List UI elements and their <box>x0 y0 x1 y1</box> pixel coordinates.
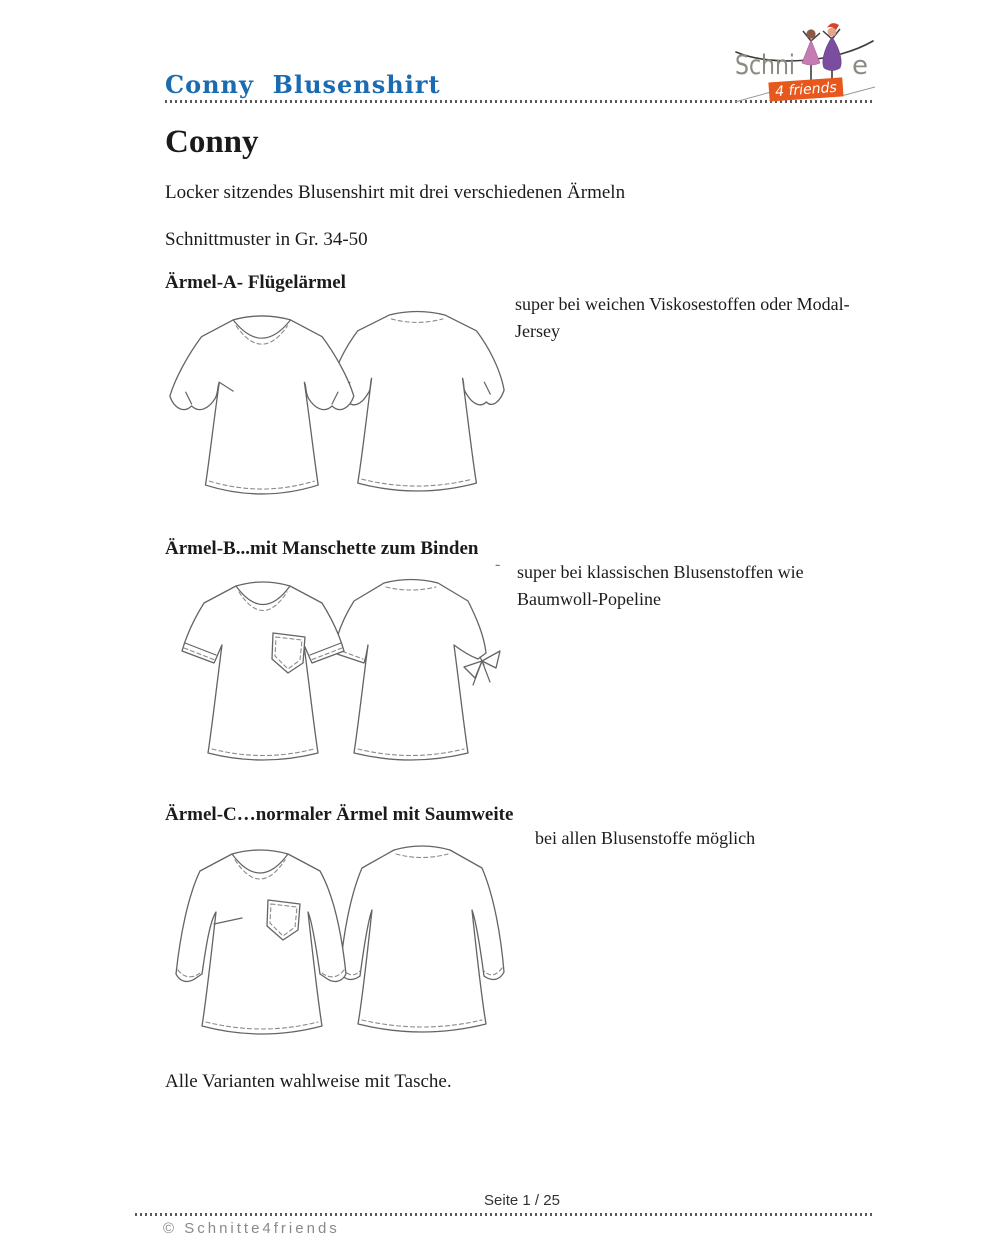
section-a-note <box>515 291 895 345</box>
section-a-note-line2: Jersey <box>515 321 560 341</box>
logo-word-end: e <box>852 51 868 81</box>
copyright-line: © Schnitte4friends <box>163 1220 340 1237</box>
shirt-a-front-view <box>170 316 354 494</box>
sketch-armel-a-fluegelaermel <box>158 294 514 509</box>
schnitte4friends-logo <box>733 10 877 106</box>
page-header-title: Conny Blusenshirt <box>165 70 441 99</box>
document-title: Conny <box>165 124 259 160</box>
shirt-b-front-view <box>182 582 344 760</box>
section-b-heading: Ärmel-B...mit Manschette zum Binden <box>165 538 479 559</box>
logo-stitch-line-right <box>841 87 875 96</box>
logo-banner-text: 4 friends <box>774 79 838 101</box>
shirt-c-front-view <box>176 850 346 1034</box>
section-a-note-line1: super bei weichen Viskosestoffen oder Modal- <box>515 294 850 314</box>
logo-stitch-line-left <box>735 92 771 102</box>
document-intro: Locker sitzendes Blusenshirt mit drei verschiedenen Ärmeln <box>165 182 626 203</box>
section-b-note-line2: Baumwoll-Popeline <box>517 589 661 609</box>
shirt-c-back-view <box>340 846 504 1032</box>
section-b-note <box>517 559 897 613</box>
section-c-note-line1: bei allen Blusenstoffe möglich <box>535 828 756 848</box>
sketch-armel-b-manschette <box>158 561 508 776</box>
section-c-note <box>535 825 915 852</box>
shirt-a-back-view <box>330 312 504 491</box>
section-b-note-line1: super bei klassischen Blusenstoffen wie <box>517 562 804 582</box>
size-range-line: Schnittmuster in Gr. 34-50 <box>165 229 368 250</box>
sketch-armel-c-saumweite <box>150 826 530 1051</box>
section-b-bullet: - <box>495 556 501 573</box>
page-indicator: Seite 1 / 25 <box>484 1192 560 1209</box>
section-a-heading: Ärmel-A- Flügelärmel <box>165 272 346 293</box>
section-c-heading: Ärmel-C…normaler Ärmel mit Saumweite <box>165 804 514 825</box>
shirt-b-back-view <box>334 580 500 761</box>
logo-word-start: Schni <box>735 50 795 81</box>
variants-footnote: Alle Varianten wahlweise mit Tasche. <box>165 1071 452 1092</box>
footer-divider <box>135 1213 872 1216</box>
